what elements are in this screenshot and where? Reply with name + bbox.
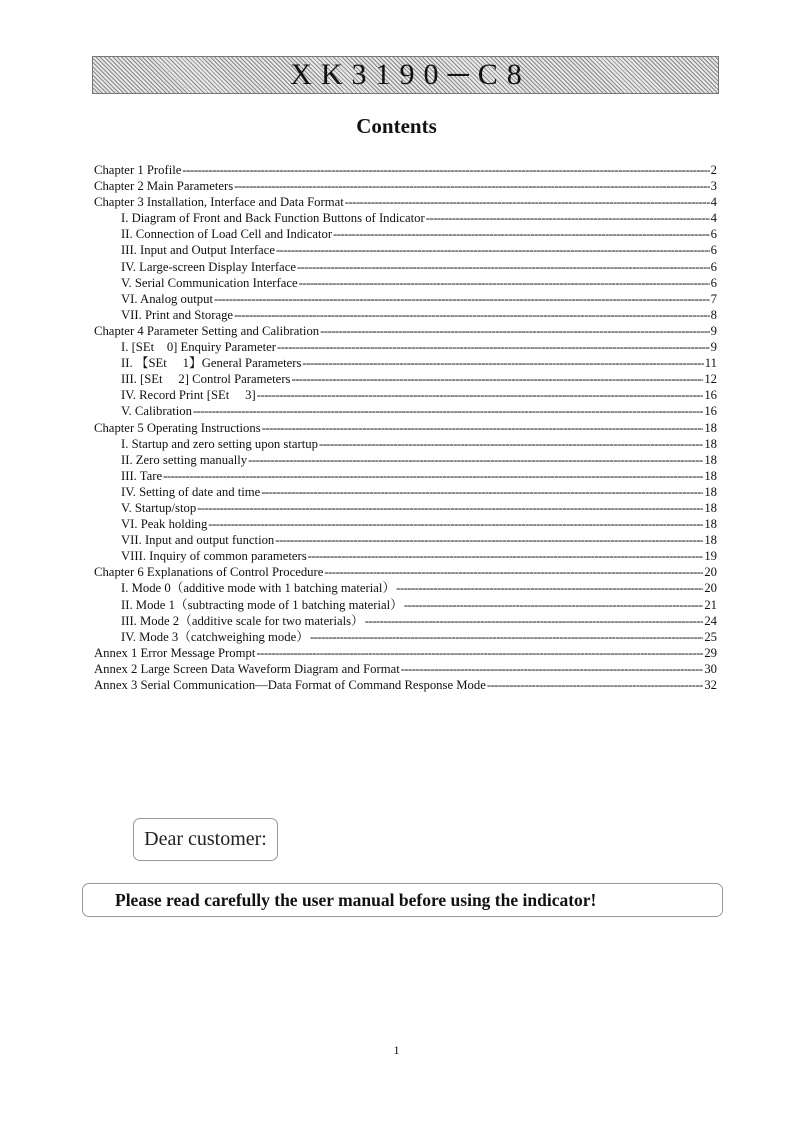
toc-entry-label: II. Connection of Load Cell and Indicator [121, 227, 333, 242]
toc-entry-label: V. Startup/stop [121, 500, 197, 515]
toc-entry-page: 6 [710, 243, 717, 258]
toc-dot-leader [277, 339, 710, 355]
toc-entry-page: 21 [704, 597, 717, 612]
toc-entry-label: II. Mode 1（subtracting mode of 1 batching material） [121, 597, 403, 612]
toc-entry-label: Chapter 5 Operating Instructions [94, 420, 261, 435]
toc-entry[interactable] [94, 307, 717, 323]
toc-entry[interactable] [94, 532, 717, 548]
toc-entry-label: Annex 2 Large Screen Data Waveform Diagram and Format [94, 661, 400, 676]
toc-entry-label: V. Calibration [121, 404, 192, 419]
toc-dot-leader [163, 468, 703, 484]
toc-entry[interactable] [94, 162, 717, 178]
toc-entry[interactable] [94, 500, 717, 516]
toc-entry-label: II. Zero setting manually [121, 452, 248, 467]
toc-entry-label: III. Mode 2（additive scale for two materials） [121, 613, 364, 628]
toc-entry-label: V. Serial Communication Interface [121, 275, 298, 290]
toc-entry[interactable] [94, 580, 717, 596]
toc-entry-label: VI. Peak holding [121, 517, 208, 532]
toc-entry-label: I. Mode 0（additive mode with 1 batching material） [121, 581, 396, 596]
toc-entry-page: 6 [710, 259, 717, 274]
toc-dot-leader [197, 500, 703, 516]
toc-dot-leader [396, 580, 703, 596]
toc-entry-page: 25 [704, 629, 717, 644]
title-banner [92, 56, 719, 94]
toc-entry[interactable] [94, 291, 717, 307]
notice-text: Please read carefully the user manual before using the indicator! [115, 889, 597, 910]
toc-entry[interactable] [94, 323, 717, 339]
toc-entry-page: 12 [704, 372, 717, 387]
toc-entry-page: 4 [710, 195, 717, 210]
toc-entry[interactable] [94, 516, 717, 532]
toc-entry-page: 9 [710, 340, 717, 355]
toc-entry-label: Chapter 1 Profile [94, 163, 182, 177]
toc-entry-label: VI. Analog output [121, 291, 213, 306]
toc-entry-page: 29 [704, 645, 717, 660]
toc-dot-leader [182, 162, 709, 178]
toc-dot-leader [324, 564, 703, 580]
toc-dot-leader [308, 548, 704, 564]
toc-entry-label: VII. Input and output function [121, 533, 275, 548]
toc-entry-page: 18 [704, 517, 717, 532]
toc-dot-leader [248, 452, 703, 468]
toc-entry-page: 19 [704, 549, 717, 564]
toc-entry-page: 11 [704, 356, 717, 371]
toc-entry[interactable] [94, 259, 717, 275]
toc-entry-page: 20 [704, 581, 717, 596]
toc-entry[interactable] [94, 452, 717, 468]
toc-entry[interactable] [94, 275, 717, 291]
toc-entry[interactable] [94, 629, 717, 645]
toc-entry[interactable] [94, 484, 717, 500]
toc-entry-label: IV. Large-screen Display Interface [121, 259, 296, 274]
model-title: XK3190─C8 [290, 58, 531, 91]
toc-entry-page: 6 [710, 227, 717, 242]
toc-entry-page: 18 [704, 533, 717, 548]
toc-dot-leader [257, 387, 704, 403]
toc-dot-leader [261, 484, 703, 500]
toc-dot-leader [401, 661, 704, 677]
toc-entry-label: Chapter 2 Main Parameters [94, 179, 234, 194]
toc-entry-page: 24 [704, 613, 717, 628]
toc-entry[interactable] [94, 355, 717, 371]
toc-dot-leader [310, 629, 703, 645]
toc-entry-label: IV. Setting of date and time [121, 484, 261, 499]
toc-dot-leader [302, 355, 703, 371]
toc-dot-leader [214, 291, 710, 307]
toc-entry[interactable] [94, 597, 717, 613]
toc-entry[interactable] [94, 564, 717, 580]
toc-entry-label: IV. Mode 3（catchweighing mode） [121, 629, 309, 644]
toc-entry-label: Annex 1 Error Message Prompt [94, 645, 256, 660]
toc-entry[interactable] [94, 661, 717, 677]
toc-dot-leader [365, 613, 704, 629]
notice-box [82, 883, 723, 917]
greeting-box [133, 818, 278, 861]
toc-entry[interactable] [94, 387, 717, 403]
toc-entry-page: 18 [704, 436, 717, 451]
toc-entry-page: 9 [710, 323, 717, 338]
toc-entry-label: I. Startup and zero setting upon startup [121, 436, 318, 451]
toc-entry-page: 16 [704, 388, 717, 403]
toc-entry[interactable] [94, 178, 717, 194]
toc-dot-leader [256, 645, 703, 661]
toc-entry-label: II. 【SEt 1】General Parameters [121, 356, 302, 371]
toc-dot-leader [297, 259, 710, 275]
toc-entry[interactable] [94, 339, 717, 355]
toc-dot-leader [234, 307, 710, 323]
toc-entry-label: III. Input and Output Interface [121, 243, 275, 258]
toc-entry[interactable] [94, 436, 717, 452]
toc-entry[interactable] [94, 468, 717, 484]
toc-dot-leader [234, 178, 709, 194]
toc-entry-page: 18 [704, 452, 717, 467]
contents-heading: Contents [356, 114, 437, 138]
toc-entry-page: 7 [710, 291, 717, 306]
toc-entry-page: 8 [710, 307, 717, 322]
toc-entry-page: 18 [704, 500, 717, 515]
toc-entry-label: VIII. Inquiry of common parameters [121, 549, 307, 564]
toc-dot-leader [276, 242, 710, 258]
toc-dot-leader [275, 532, 703, 548]
toc-entry[interactable] [94, 613, 717, 629]
toc-dot-leader [299, 275, 710, 291]
toc-dot-leader [426, 210, 710, 226]
toc-entry-page: 16 [704, 404, 717, 419]
toc-entry-page: 3 [710, 179, 717, 194]
toc-entry-label: III. [SEt 2] Control Parameters [121, 372, 291, 387]
toc-entry[interactable] [94, 548, 717, 564]
toc-entry-label: I. Diagram of Front and Back Function Buttons of Indicator [121, 211, 425, 226]
toc-dot-leader [208, 516, 703, 532]
toc-entry-label: Chapter 6 Explanations of Control Procedure [94, 565, 324, 580]
toc-entry-page: 30 [704, 661, 717, 676]
toc-entry[interactable] [94, 194, 717, 210]
toc-entry-label: Chapter 4 Parameter Setting and Calibration [94, 323, 320, 338]
toc-entry-page: 18 [704, 484, 717, 499]
toc-entry[interactable] [94, 210, 717, 226]
toc-entry-page: 32 [704, 678, 717, 692]
toc-entry[interactable] [94, 242, 717, 258]
toc-dot-leader [320, 323, 710, 339]
page-number: 1 [393, 1043, 400, 1057]
toc-entry-label: VII. Print and Storage [121, 307, 234, 322]
toc-entry-page: 18 [704, 420, 717, 435]
toc-entry-page: 2 [710, 163, 717, 177]
toc-dot-leader [193, 403, 703, 419]
toc-dot-leader [262, 420, 704, 436]
toc-entry[interactable] [94, 677, 717, 693]
toc-dot-leader [487, 677, 703, 693]
toc-entry[interactable] [94, 371, 717, 387]
toc-entry-label: IV. Record Print [SEt 3] [121, 388, 256, 403]
toc-entry-page: 18 [704, 468, 717, 483]
toc-entry[interactable] [94, 420, 717, 436]
toc-dot-leader [333, 226, 710, 242]
toc-entry[interactable] [94, 645, 717, 661]
toc-entry[interactable] [94, 403, 717, 419]
table-of-contents [94, 162, 717, 693]
toc-dot-leader [319, 436, 703, 452]
toc-entry-page: 6 [710, 275, 717, 290]
toc-dot-leader [291, 371, 703, 387]
toc-entry[interactable] [94, 226, 717, 242]
toc-entry-label: Annex 3 Serial Communication—Data Format of Command Response Mode [94, 678, 486, 692]
toc-entry-label: Chapter 3 Installation, Interface and Data Format [94, 195, 344, 210]
toc-dot-leader [345, 194, 710, 210]
greeting-text: Dear customer: [144, 828, 267, 850]
toc-entry-label: III. Tare [121, 468, 163, 483]
toc-entry-page: 4 [710, 211, 717, 226]
toc-dot-leader [404, 597, 703, 613]
toc-entry-page: 20 [704, 565, 717, 580]
toc-entry-label: I. [SEt 0] Enquiry Parameter [121, 340, 277, 355]
